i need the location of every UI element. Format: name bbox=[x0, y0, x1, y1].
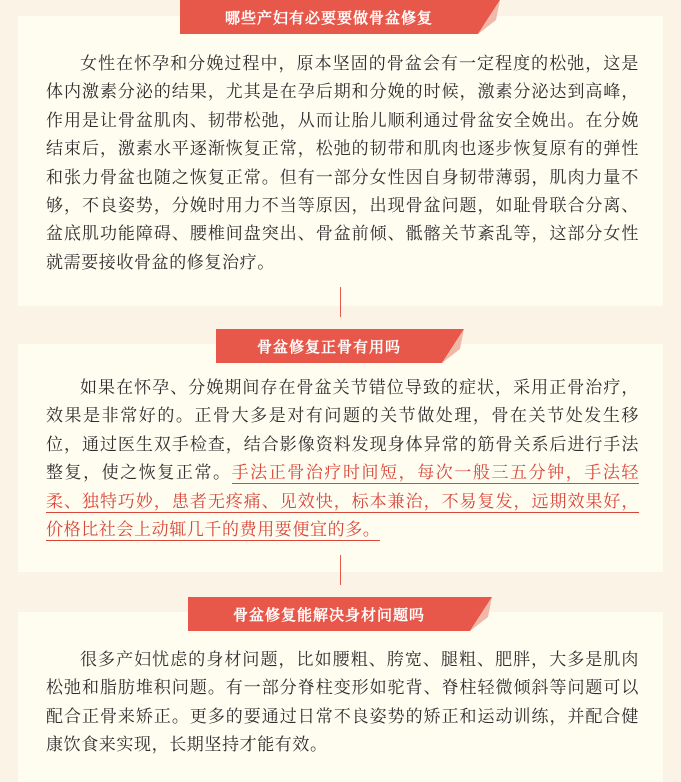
section-3-title: 骨盆修复能解决身材问题吗 bbox=[188, 597, 470, 631]
section-2-highlight: 手法正骨治疗时间短，每次一般三五分钟，手法轻柔、独特巧妙，患者无疼痛、见效快，标本兼治，不易复发，远期效果好，价格比社会上动辄几千的费用要便宜的多。 bbox=[46, 463, 640, 541]
ribbon-curl-icon bbox=[466, 0, 500, 34]
section-2-banner bbox=[216, 329, 464, 363]
section-1-banner bbox=[180, 0, 500, 34]
section-connector-1 bbox=[340, 287, 341, 317]
ribbon-curl-icon bbox=[458, 597, 492, 631]
ribbon-curl-icon bbox=[430, 329, 464, 363]
section-2-body-text: 如果在怀孕、分娩期间存在骨盆关节错位导致的症状，采用正骨治疗，效果是非常好的。正骨大多是对有问题的关节做处理，骨在关节处发生移位，通过医生双手检查，结合影像资料发现身体异常的筋骨关系后进行手法整复，使之恢复正常。 bbox=[46, 378, 639, 484]
section-connector-2 bbox=[340, 555, 341, 585]
section-card-3 bbox=[18, 612, 663, 782]
section-card-1 bbox=[18, 16, 663, 306]
section-card-2 bbox=[18, 344, 663, 572]
section-3-paragraph: 很多产妇忧虑的身材问题，比如腰粗、胯宽、腿粗、肥胖，大多是肌肉松弛和脂肪堆积问题。有一部分脊柱变形如驼背、脊柱轻微倾斜等问题可以配合正骨来矫正。更多的要通过日常不良姿势的矫正和运动训练，并配合健康饮食来实现，长期坚持才能有效。 bbox=[46, 650, 639, 756]
section-1-paragraph: 女性在怀孕和分娩过程中，原本坚固的骨盆会有一定程度的松弛，这是体内激素分泌的结果，尤其是在孕后期和分娩的时候，激素分泌达到高峰，作用是让骨盆肌肉、韧带松弛，从而让胎儿顺利通过骨盆安全娩出。在分娩结束后，激素水平逐渐恢复正常，松弛的韧带和肌肉也逐步恢复原有的弹性和张力骨盆也随之恢复正常。但有一部分女性因自身韧带薄弱，肌肉力量不够，不良姿势，分娩时用力不当等原因，出现骨盆问题，如耻骨联合分离、盆底肌功能障碍、腰椎间盘突出、骨盆前倾、骶髂关节紊乱等，这部分女性就需要接收骨盆的修复治疗。 bbox=[46, 54, 639, 273]
section-2-paragraph bbox=[46, 374, 639, 544]
section-2-title: 骨盆修复正骨有用吗 bbox=[216, 329, 442, 363]
section-3-banner bbox=[188, 597, 492, 631]
section-1-title: 哪些产妇有必要要做骨盆修复 bbox=[180, 0, 478, 34]
